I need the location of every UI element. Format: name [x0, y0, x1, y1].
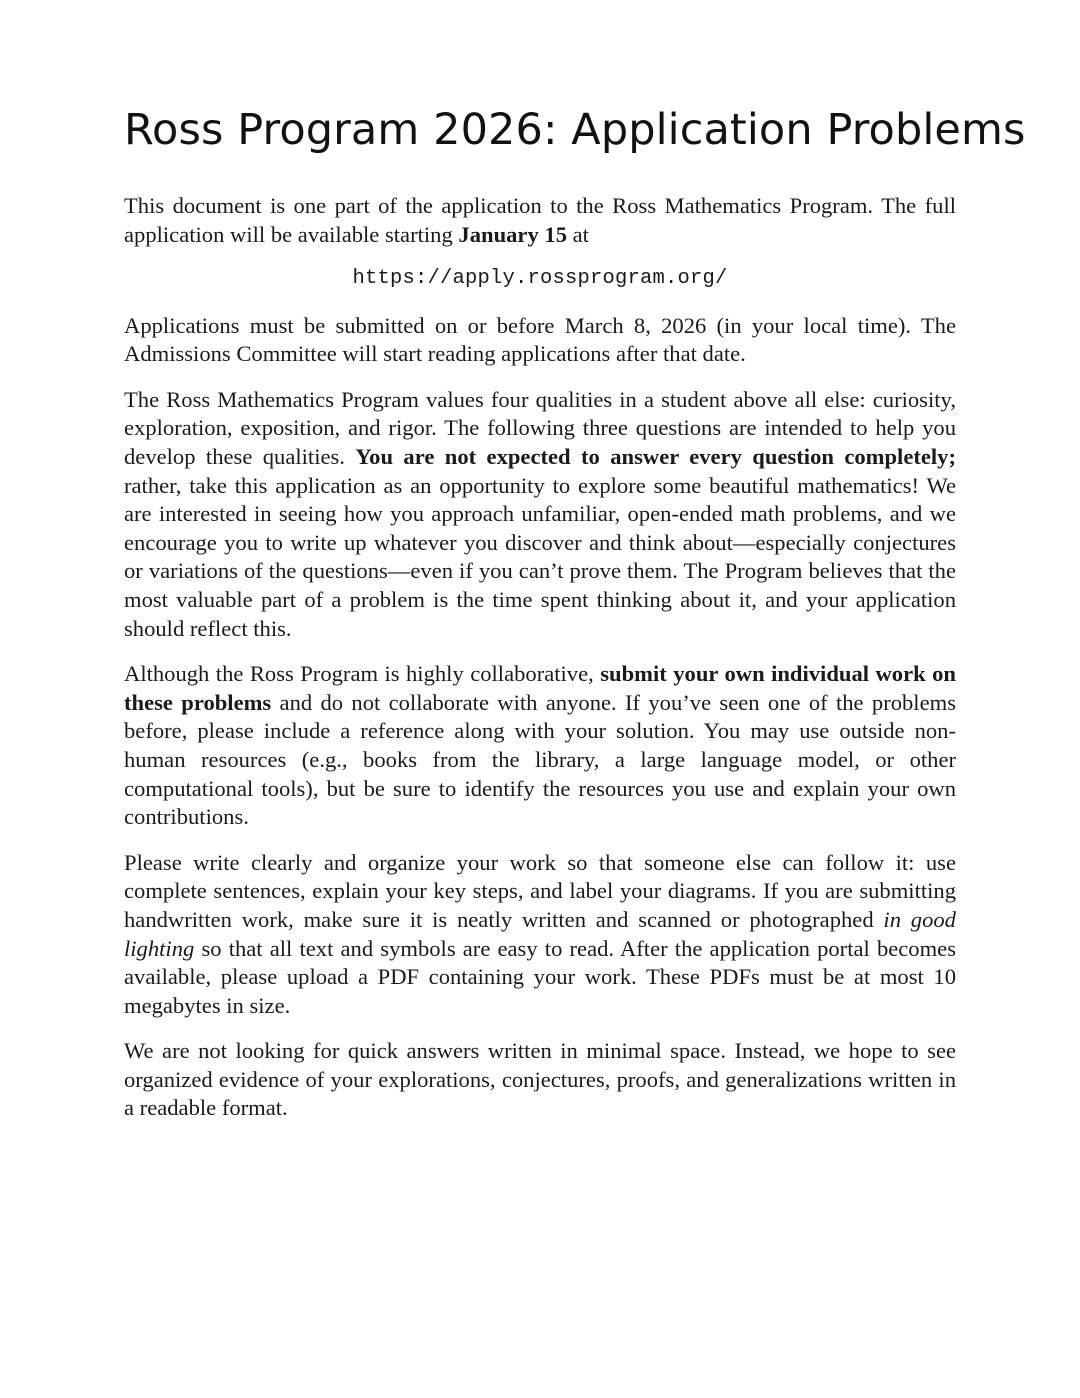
text-run: rather, take this application as an opportunity to explore some beautiful mathematics! We are interested in seeing how you approach unfamiliar, open-ended math problems, and we encourage you to write up whatever you discover and think about—especially conjectures or variations of the questions—even if you can’t prove them. The Program believes that the most valuable part of a problem is the time spent thinking about it, and your application should reflect this. — [124, 472, 956, 641]
paragraph-four-qualities — [124, 386, 956, 643]
text-run: Applications must be submitted on or before March 8, 2026 (in your local time). The Admissions Committee will start reading applications after that date. — [124, 312, 956, 367]
paragraph-deadline — [124, 312, 956, 369]
paragraph-intro — [124, 192, 956, 249]
text-run: Please write clearly and organize your work so that someone else can follow it: use complete sentences, explain your key steps, and label your diagrams. If you are submitting handwritten work, make sure it is neatly written and scanned or photographed — [124, 849, 956, 932]
intro-text-after: at — [567, 222, 589, 248]
intro-text-before: This document is one part of the application to the Ross Mathematics Program. The full application will be available starting — [124, 193, 956, 248]
paragraph-individual-work — [124, 660, 956, 832]
text-run: We are not looking for quick answers written in minimal space. Instead, we hope to see organized evidence of your explorations, conjectures, proofs, and generalizations written in a readable format. — [124, 1038, 956, 1121]
emphasis-bold: You are not expected to answer every question completely; — [355, 444, 956, 470]
text-run: The Ross Mathematics Program values four qualities in a student above all else: curiosity, exploration, exposition, and rigor. The following three questions are intended to help you develop these qualities. — [124, 386, 956, 470]
intro-bold-date: January 15 — [458, 222, 567, 248]
document-content — [124, 104, 1026, 1123]
emphasis-italic: in good lighting — [124, 906, 956, 961]
text-run: so that all text and symbols are easy to read. After the application portal becomes available, please upload a PDF containing your work. These PDFs must be at most 10 megabytes in size. — [124, 935, 956, 1018]
paragraph-write-clearly — [124, 849, 956, 1021]
emphasis-bold: submit your own individual work on these problems — [124, 661, 956, 715]
text-run: and do not collaborate with anyone. If you’ve seen one of the problems before, please include a reference along with your solution. You may use outside non-human resources (e.g., books from the library, a large language model, or other computational tools), but be sure to identify the resources you use and explain your own contributions. — [124, 689, 956, 830]
application-url[interactable]: https://apply.rossprogram.org/ — [352, 266, 728, 290]
paragraph-no-quick-answers — [124, 1037, 956, 1123]
paragraph-list — [124, 312, 956, 1123]
page-title: Ross Program 2026: Application Problems — [124, 105, 1026, 155]
text-run: Although the Ross Program is highly collaborative, — [124, 661, 601, 687]
